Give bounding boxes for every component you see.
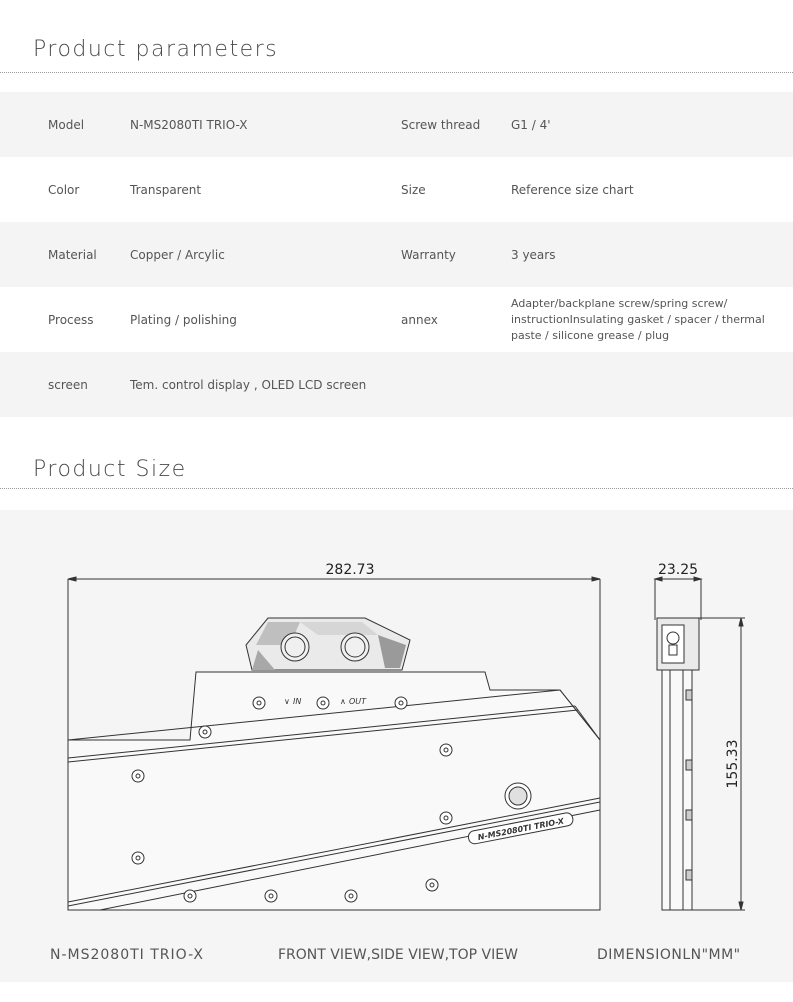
technical-drawing [0, 510, 793, 982]
param-label: Material [48, 247, 97, 262]
param-value: Adapter/backplane screw/spring screw/ instructionInsulating gasket / spacer / thermal paste / silicone grease / plug [511, 296, 765, 342]
screw-icon [317, 697, 329, 709]
screw-icon [440, 744, 452, 756]
param-value: Plating / polishing [130, 312, 237, 327]
port-in-label: IN [293, 697, 302, 706]
screw-icon [199, 726, 211, 738]
screw-icon [395, 697, 407, 709]
thickness-value: 23.25 [657, 562, 699, 578]
screw-icon [253, 697, 265, 709]
parameters-title: Product parameters [33, 37, 279, 62]
param-label: Process [48, 312, 94, 327]
flow-in-arrow-icon: ∨ [284, 697, 290, 706]
param-label: Model [48, 117, 85, 132]
screw-icon [440, 812, 452, 824]
screw-icon [265, 890, 277, 902]
arrow-icon [739, 618, 743, 626]
param-row-screen [0, 352, 793, 417]
size-title: Product Size [33, 457, 187, 482]
param-label: Warranty [401, 247, 456, 262]
param-value: Tem. control display , OLED LCD screen [130, 377, 367, 392]
caption-units: DIMENSIONLN"MM" [597, 947, 741, 963]
param-label: annex [401, 312, 438, 327]
arrow-icon [68, 577, 76, 581]
param-row-model [0, 92, 793, 157]
param-label: Screw thread [401, 117, 481, 132]
front-view [68, 577, 600, 910]
param-value: G1 / 4' [511, 117, 551, 132]
caption-views: FRONT VIEW,SIDE VIEW,TOP VIEW [278, 947, 518, 963]
param-value: 3 years [511, 247, 556, 262]
param-label: Color [48, 182, 80, 197]
dimension-drawing [0, 510, 793, 982]
screw-icon [132, 852, 144, 864]
port-out-label: OUT [349, 697, 367, 706]
param-value: N-MS2080TI TRIO-X [130, 117, 248, 132]
param-value: Reference size chart [511, 182, 634, 197]
section-divider [0, 488, 793, 489]
param-row-process [0, 287, 793, 352]
screw-icon [132, 770, 144, 782]
param-row-material [0, 222, 793, 287]
param-value: Transparent [130, 182, 202, 197]
screw-icon [426, 879, 438, 891]
flow-out-arrow-icon: ∧ [340, 697, 346, 706]
plate-label: N-MS2080TI TRIO-X [477, 816, 565, 843]
height-value: 155.33 [725, 739, 741, 789]
section-divider [0, 72, 793, 73]
param-value: Copper / Arcylic [130, 247, 225, 262]
arrow-icon [592, 577, 600, 581]
param-label: Size [401, 182, 426, 197]
caption-model: N-MS2080TI TRIO-X [50, 947, 205, 963]
length-value: 282.73 [325, 562, 375, 578]
screw-icon [345, 890, 357, 902]
screw-icon [184, 890, 196, 902]
arrow-icon [739, 902, 743, 910]
param-row-color [0, 157, 793, 222]
param-label: screen [48, 377, 88, 392]
